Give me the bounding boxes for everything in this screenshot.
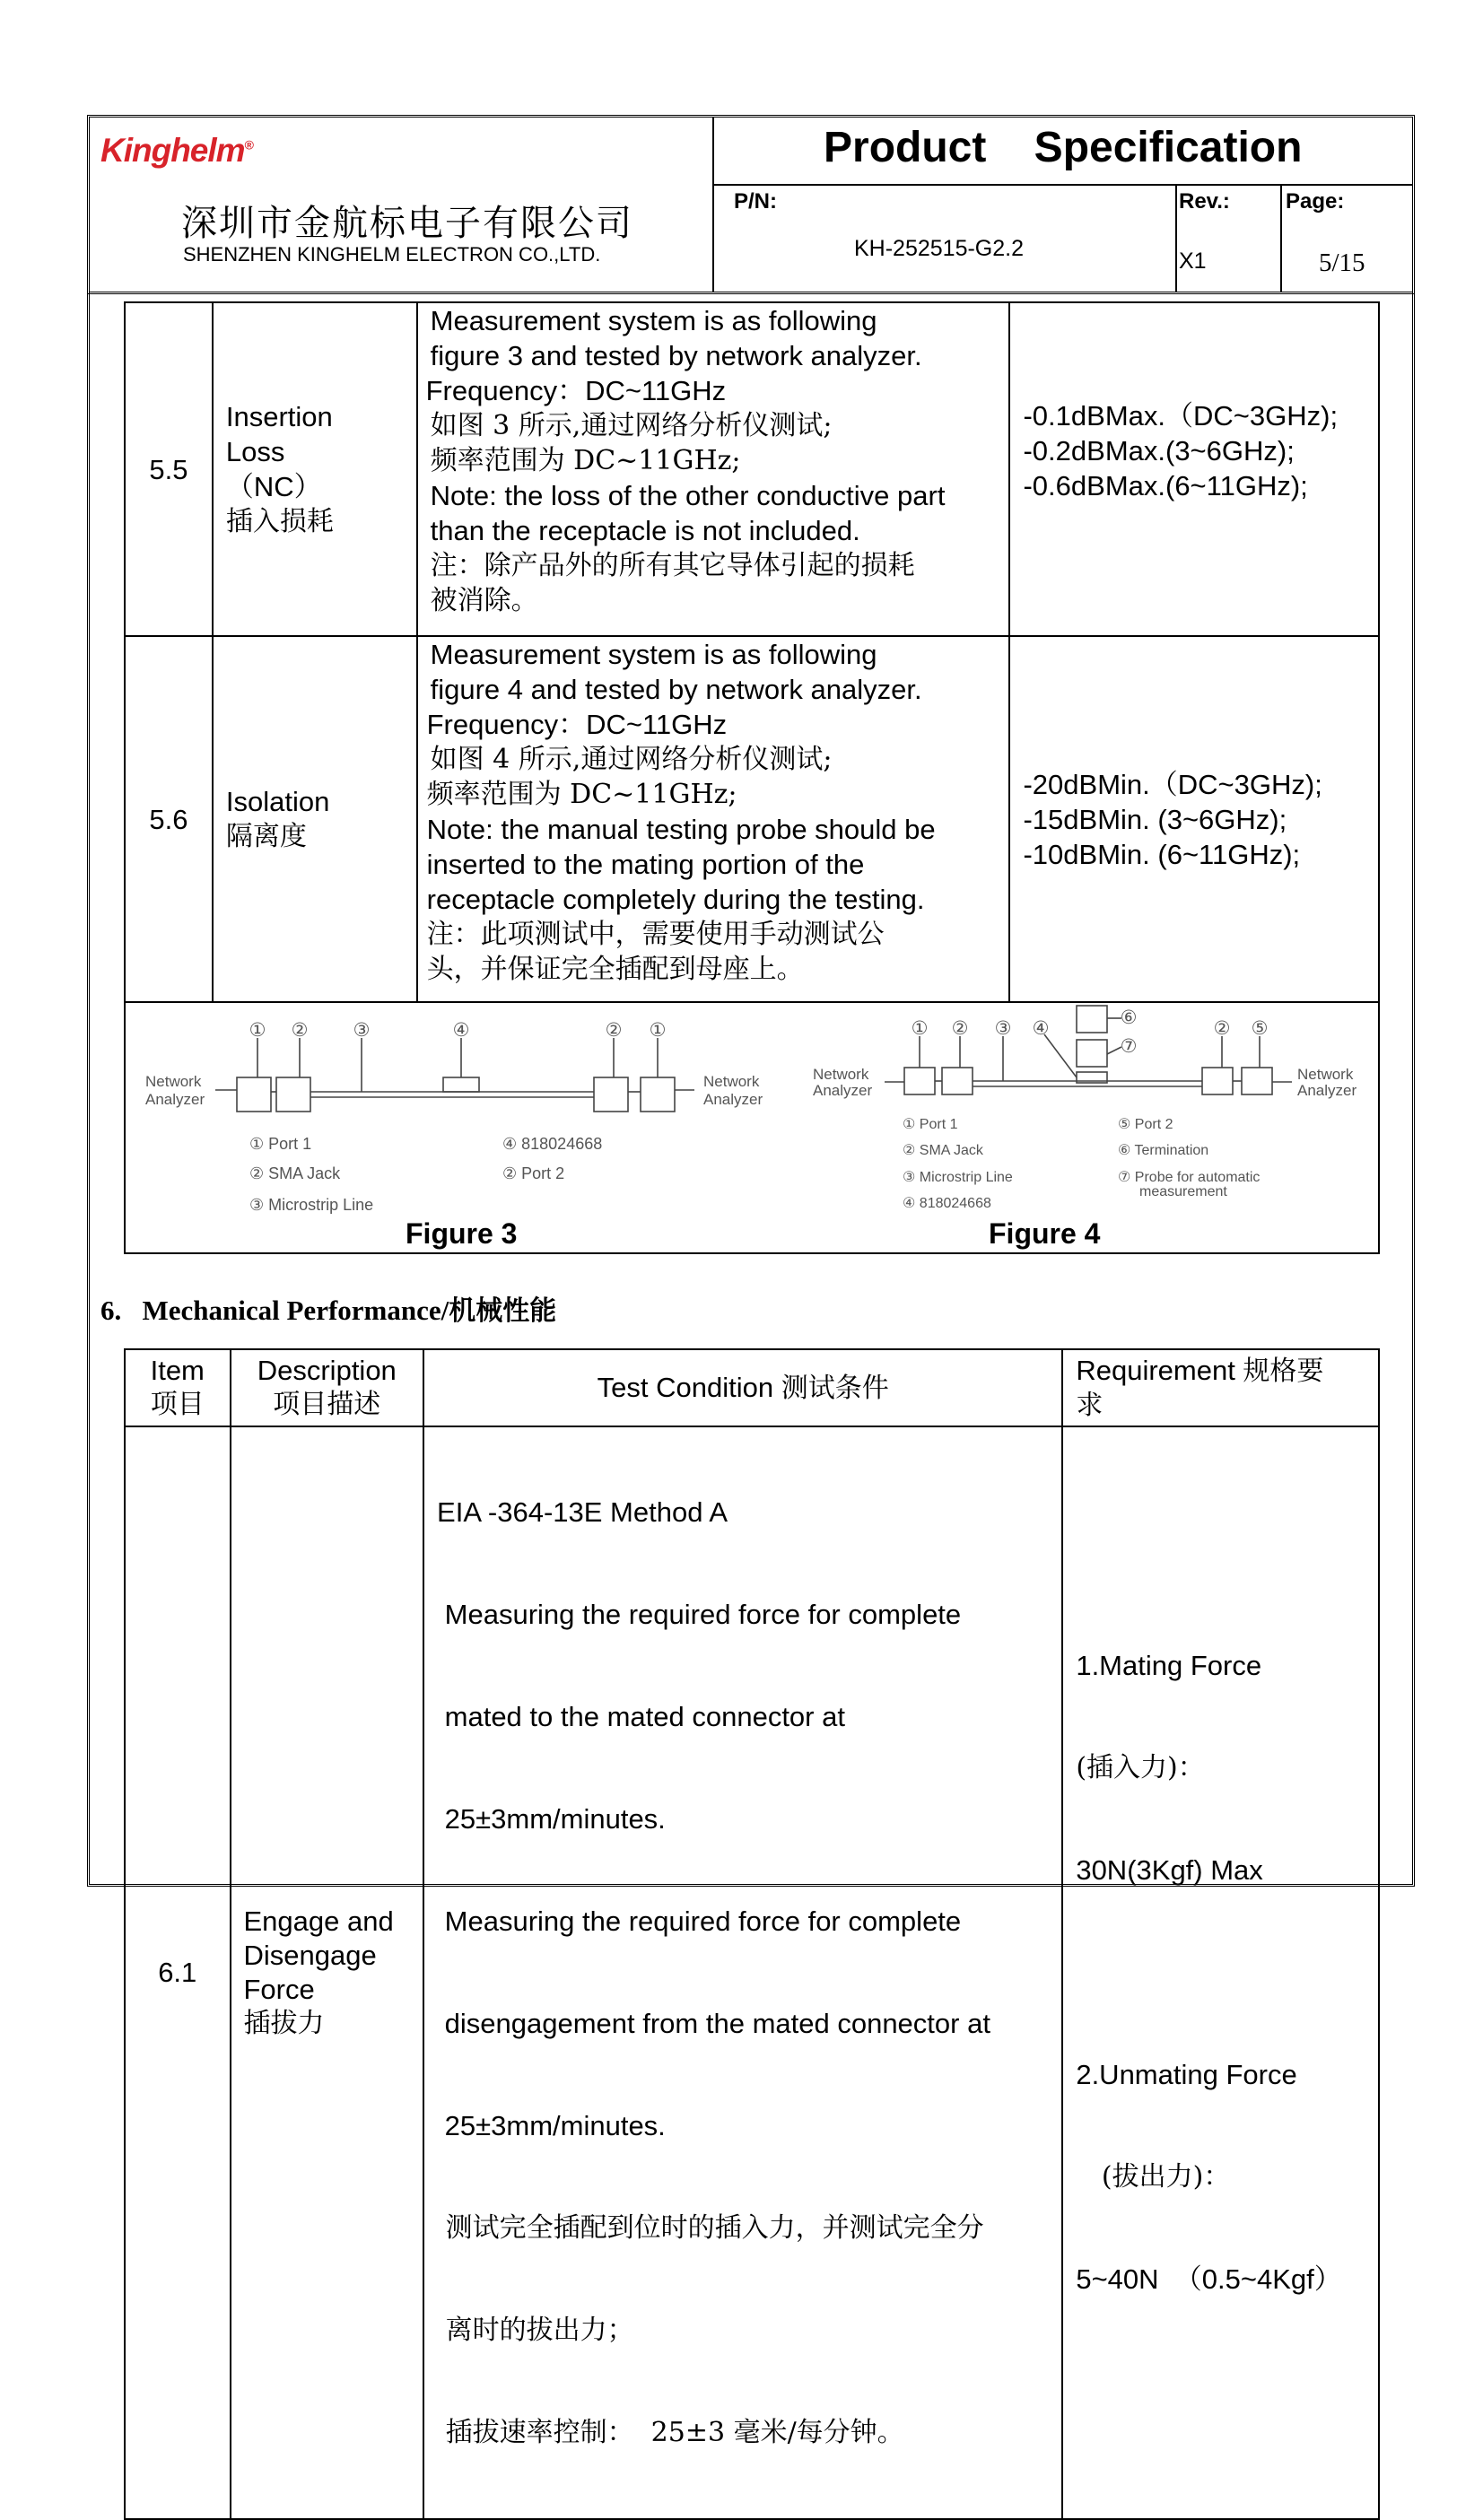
- column-header-test-condition: Test Condition 测试条件: [423, 1349, 1062, 1426]
- figure4-legend: ⑥ Termination: [1118, 1143, 1209, 1158]
- section-heading: 6. Mechanical Performance/机械性能: [100, 1295, 557, 1327]
- figure3-marker: ④: [452, 1020, 470, 1041]
- item-number: 5.5: [125, 302, 213, 636]
- svg-text:Analyzer: Analyzer: [813, 1082, 873, 1099]
- figure4-marker: ⑦: [1120, 1036, 1138, 1057]
- pn-value: KH-252515-G2.2: [854, 236, 1025, 261]
- figure3-legend: ② SMA Jack: [249, 1164, 341, 1182]
- figure4-network-right: Network: [1297, 1066, 1354, 1083]
- figure4-marker: ④: [1032, 1018, 1050, 1039]
- header-divider: [1280, 184, 1282, 292]
- figure3-marker: ②: [605, 1020, 623, 1041]
- item-description: Engage and Disengage Force 插拔力: [231, 1426, 424, 2519]
- figure4-legend: ② SMA Jack: [903, 1143, 983, 1158]
- figure3-legend: ① Port 1: [249, 1135, 312, 1153]
- figure4-marker: ⑥: [1120, 1007, 1138, 1028]
- header-divider: [712, 184, 1412, 186]
- figure4-marker: ③: [994, 1018, 1012, 1039]
- figure3-network-left: Network: [145, 1073, 202, 1090]
- item-name: Isolation 隔离度: [213, 636, 417, 1002]
- pn-label: P/N:: [734, 189, 777, 214]
- rev-label: Rev.:: [1179, 189, 1230, 214]
- electrical-performance-table: [124, 301, 1380, 1003]
- column-header-description: Description 项目描述: [231, 1349, 424, 1426]
- figure4-caption: Figure 4: [989, 1217, 1101, 1250]
- figure3-legend: ④ 818024668: [502, 1135, 603, 1153]
- item-number: 6.1: [125, 1426, 231, 2519]
- svg-text:Analyzer: Analyzer: [1297, 1082, 1357, 1099]
- test-setup-figures: [124, 1002, 1380, 1254]
- company-name-en: SHENZHEN KINGHELM ELECTRON CO.,LTD.: [183, 243, 601, 266]
- figure4-marker: ①: [911, 1018, 929, 1039]
- figure3-marker: ①: [649, 1020, 667, 1041]
- figure4-legend: ① Port 1: [903, 1117, 958, 1132]
- table-row: [125, 1426, 1379, 2519]
- test-condition: Measurement system is as following figure 3 and tested by network analyzer. Frequency：DC~11GHz 如图 3 所示,通过网络分析仪测试; 频率范围为 DC~11GHz; Note: the loss of the other conductive part than the receptacle is not included. 注：除产品外的所有其它导体引起的损耗 被消除。: [417, 302, 1010, 636]
- table-header-row: [125, 1349, 1379, 1426]
- figure4-marker: ②: [951, 1018, 969, 1039]
- figure4-legend: ③ Microstrip Line: [903, 1170, 1013, 1185]
- figure4-legend: ⑦ Probe for automatic: [1118, 1170, 1261, 1185]
- test-condition: EIA -364-13E Method A Measuring the required force for complete mated to the mated connector at 25±3mm/minutes. Measuring the required force for complete disengagement from the mated connector at 25±3mm/minutes. 测试完全插配到位时的插入力，并测试完全分 离时的拔出力； 插拔速率控制： 25±3 毫米/每分钟。: [423, 1426, 1062, 2519]
- figure4-marker: ②: [1213, 1018, 1231, 1039]
- figure4-legend: ⑤ Port 2: [1118, 1117, 1173, 1132]
- figure3-marker: ②: [291, 1020, 309, 1041]
- table-row: [125, 636, 1379, 1002]
- mechanical-performance-table: [124, 1348, 1380, 2520]
- rev-value: X1: [1179, 249, 1207, 274]
- figure4-legend: measurement: [1139, 1184, 1227, 1199]
- svg-text:Analyzer: Analyzer: [145, 1091, 205, 1108]
- document-header: [87, 115, 1415, 294]
- item-number: 5.6: [125, 636, 213, 1002]
- company-name-cn: 深圳市金航标电子有限公司: [181, 203, 633, 244]
- page-number: 5/15: [1319, 249, 1365, 277]
- column-header-item: Item 项目: [125, 1349, 231, 1426]
- figure4-network-left: Network: [813, 1066, 869, 1083]
- item-name: Insertion Loss （NC） 插入损耗: [213, 302, 417, 636]
- column-header-requirement: Requirement 规格要 求: [1062, 1349, 1379, 1426]
- page-label: Page:: [1286, 189, 1345, 214]
- figure3-marker: ③: [353, 1020, 371, 1041]
- figure4-marker: ⑤: [1251, 1018, 1269, 1039]
- table-row: [125, 302, 1379, 636]
- test-condition: Measurement system is as following figure 4 and tested by network analyzer. Frequency：DC~11GHz 如图 4 所示,通过网络分析仪测试; 频率范围为 DC~11GHz; Note: the manual testing probe should be inserted to the mating portion of the receptacle completely during the testing. 注：此项测试中，需要使用手动测试公 头，并保证完全插配到母座上。: [417, 636, 1010, 1002]
- requirement: -20dBMin.（DC~3GHz); -15dBMin. (3~6GHz); -10dBMin. (6~11GHz);: [1009, 636, 1379, 1002]
- figure3-marker: ①: [249, 1020, 266, 1041]
- header-divider: [1175, 184, 1177, 292]
- requirement: -0.1dBMax.（DC~3GHz); -0.2dBMax.(3~6GHz); -0.6dBMax.(6~11GHz);: [1009, 302, 1379, 636]
- kinghelm-logo: Kinghelm®: [100, 132, 253, 169]
- figure-diagrams: [126, 1002, 1382, 1254]
- requirement: 1.Mating Force (插入力)： 30N(3Kgf) Max 2.Unmating Force (拔出力)： 5~40N （0.5~4Kgf）: [1062, 1426, 1379, 2519]
- figure3-caption: Figure 3: [406, 1217, 518, 1250]
- figure3-network-right: Network: [703, 1073, 760, 1090]
- figure4-legend: ④ 818024668: [903, 1196, 991, 1211]
- svg-text:Analyzer: Analyzer: [703, 1091, 763, 1108]
- figure3-legend: ② Port 2: [502, 1164, 565, 1182]
- figure3-legend: ③ Microstrip Line: [249, 1196, 374, 1214]
- document-title: Product Specification: [824, 124, 1303, 171]
- header-divider: [712, 118, 714, 292]
